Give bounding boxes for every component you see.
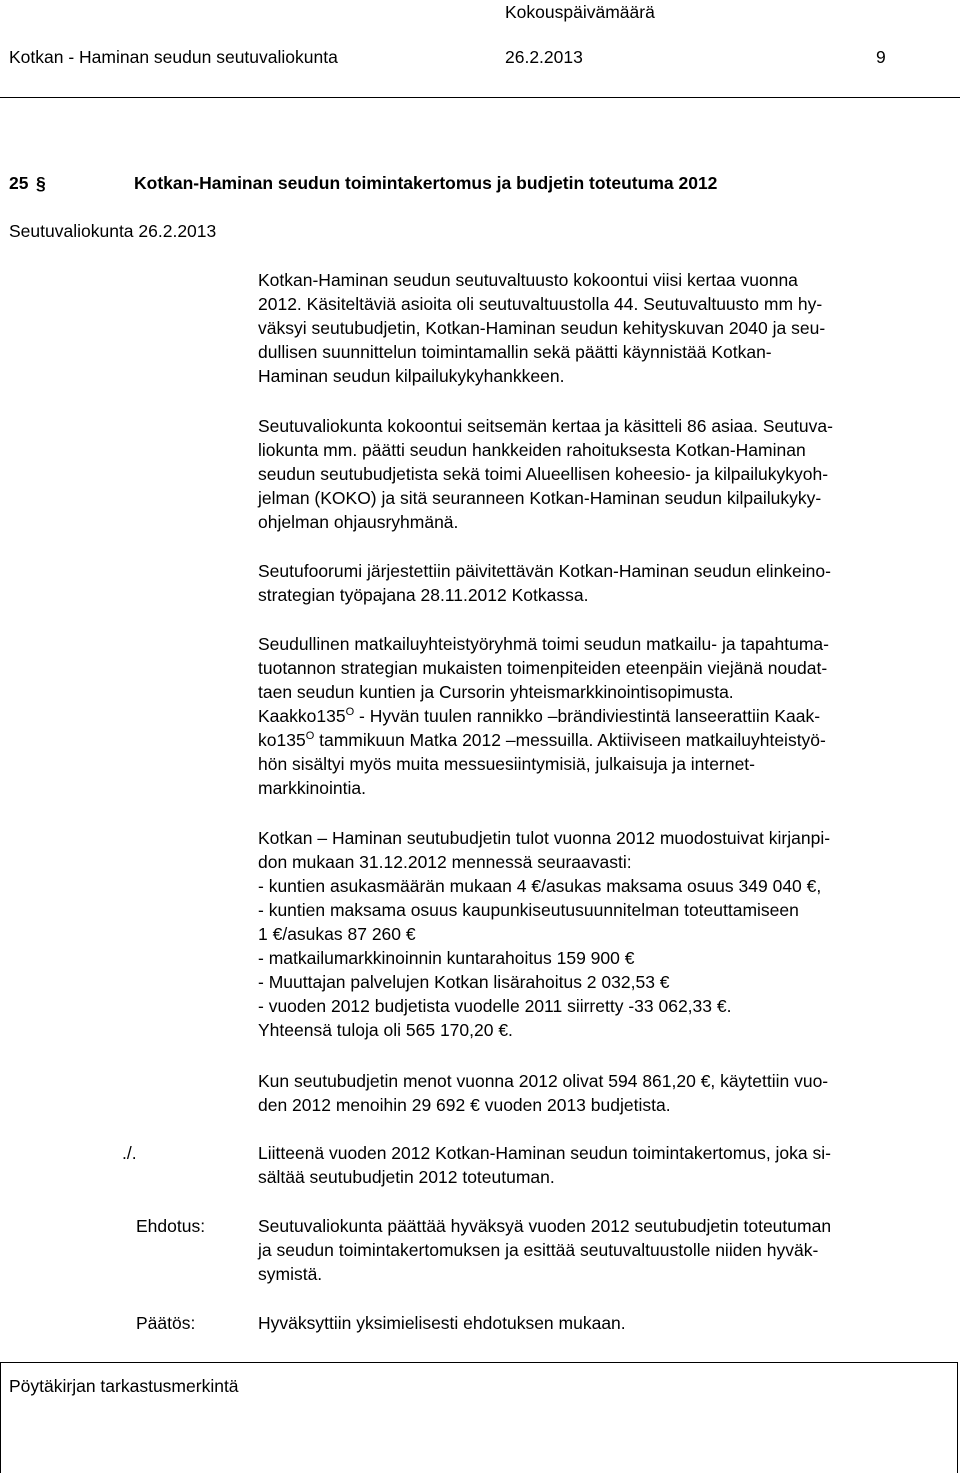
text-line: Kun seutubudjetin menot vuonna 2012 olivat 594 861,20 €, käytettiin vuo-	[258, 1071, 829, 1091]
section-number: 25	[9, 173, 29, 193]
list-item: - Muuttajan palvelujen Kotkan lisärahoitus 2 032,53 €	[258, 972, 670, 992]
text-line: Seutuvaliokunta päättää hyväksyä vuoden 2012 seutubudjetin toteutuman	[258, 1216, 832, 1236]
text-line: Haminan seudun kilpailukykyhankkeen.	[258, 366, 565, 386]
paragraph-tourism	[258, 632, 948, 800]
text-line: Kotkan-Haminan seudun seutuvaltuusto kokoontui viisi kertaa vuonna	[258, 270, 798, 290]
meeting-date-label: Kokouspäivämäärä	[505, 2, 655, 22]
text-line	[258, 704, 948, 728]
text-line: Kotkan – Haminan seutubudjetin tulot vuonna 2012 muodostuivat kirjanpi-	[258, 828, 831, 848]
meeting-date: 26.2.2013	[505, 47, 583, 67]
section-title: Kotkan-Haminan seudun toimintakertomus ja budjetin toteutuma 2012	[134, 173, 718, 193]
proposal-label: Ehdotus:	[136, 1216, 206, 1236]
paragraph-budget-income	[258, 826, 948, 1042]
proposal-text	[258, 1214, 948, 1286]
text-line: Seudullinen matkailuyhteistyöryhmä toimi seudun matkailu- ja tapahtuma-	[258, 634, 829, 654]
list-item: - matkailumarkkinoinnin kuntarahoitus 159 900 €	[258, 948, 635, 968]
text-line: jelman (KOKO) ja sitä seuranneen Kotkan-Haminan seudun kilpailukyky-	[258, 488, 822, 508]
paragraph-forum	[258, 559, 948, 607]
attachment-text	[258, 1141, 948, 1189]
brand-superscript: O	[345, 706, 355, 718]
brand-superscript: O	[305, 730, 315, 742]
text-line: taen seudun kuntien ja Cursorin yhteismarkkinointisopimusta.	[258, 682, 734, 702]
inspection-label: Pöytäkirjan tarkastusmerkintä	[9, 1376, 239, 1396]
text-line: Liitteenä vuoden 2012 Kotkan-Haminan seudun toimintakertomus, joka si-	[258, 1143, 831, 1163]
brand-text: Kaakko135	[258, 706, 346, 726]
organization-name: Kotkan - Haminan seudun seutuvaliokunta	[9, 47, 338, 67]
text-line: strategian työpajana 28.11.2012 Kotkassa.	[258, 585, 589, 605]
text-line: Seutuvaliokunta kokoontui seitsemän kertaa ja käsitteli 86 asiaa. Seutuva-	[258, 416, 833, 436]
text-line: Yhteensä tuloja oli 565 170,20 €.	[258, 1020, 513, 1040]
decision-text: Hyväksyttiin yksimielisesti ehdotuksen mukaan.	[258, 1313, 626, 1333]
text-line: don mukaan 31.12.2012 mennessä seuraavasti:	[258, 852, 632, 872]
section-sign: §	[36, 173, 46, 193]
list-item: 1 €/asukas 87 260 €	[258, 924, 416, 944]
text-line: ohjelman ohjausryhmänä.	[258, 512, 459, 532]
page-number: 9	[876, 47, 886, 67]
list-item: - vuoden 2012 budjetista vuodelle 2011 siirretty -33 062,33 €.	[258, 996, 732, 1016]
brand-text: ko135	[258, 730, 306, 750]
paragraph-committee	[258, 414, 948, 534]
text-fragment: - Hyvän tuulen rannikko –brändiviestintä lanseerattiin Kaak-	[354, 706, 821, 726]
text-line: markkinointia.	[258, 778, 366, 798]
text-line: symistä.	[258, 1264, 323, 1284]
paragraph-budget-expenses	[258, 1069, 948, 1117]
paragraph-council	[258, 268, 948, 388]
text-line: liokunta mm. päätti seudun hankkeiden rahoituksesta Kotkan-Haminan	[258, 440, 806, 460]
attachment-mark: ./.	[122, 1143, 137, 1163]
text-line: sältää seutubudjetin 2012 toteutuman.	[258, 1167, 555, 1187]
text-line	[258, 728, 948, 752]
text-line: väksyi seutubudjetin, Kotkan-Haminan seudun kehityskuvan 2040 ja seu-	[258, 318, 826, 338]
text-line: 2012. Käsiteltäviä asioita oli seutuvaltuustolla 44. Seutuvaltuusto mm hy-	[258, 294, 823, 314]
list-item: - kuntien maksama osuus kaupunkiseutusuunnitelman toteuttamiseen	[258, 900, 799, 920]
text-line: dullisen suunnittelun toimintamallin sekä päätti käynnistää Kotkan-	[258, 342, 772, 362]
section-subtitle: Seutuvaliokunta 26.2.2013	[9, 221, 217, 241]
text-line: seudun seutubudjetista sekä toimi Alueellisen koheesio- ja kilpailukykyoh-	[258, 464, 829, 484]
header-divider	[0, 97, 960, 98]
text-line: ja seudun toimintakertomuksen ja esittää seutuvaltuustolle niiden hyväk-	[258, 1240, 819, 1260]
text-line: hön sisältyi myös muita messuesiintymisiä, julkaisuja ja internet-	[258, 754, 755, 774]
decision-label: Päätös:	[136, 1313, 196, 1333]
inspection-box	[0, 1362, 958, 1473]
text-fragment: tammikuun Matka 2012 –messuilla. Aktiiviseen matkailuyhteistyö-	[314, 730, 826, 750]
text-line: den 2012 menoihin 29 692 € vuoden 2013 budjetista.	[258, 1095, 671, 1115]
list-item: - kuntien asukasmäärän mukaan 4 €/asukas maksama osuus 349 040 €,	[258, 876, 822, 896]
text-line: Seutufoorumi järjestettiin päivitettävän Kotkan-Haminan seudun elinkeino-	[258, 561, 831, 581]
text-line: tuotannon strategian mukaisten toimenpiteiden eteenpäin viejänä noudat-	[258, 658, 828, 678]
